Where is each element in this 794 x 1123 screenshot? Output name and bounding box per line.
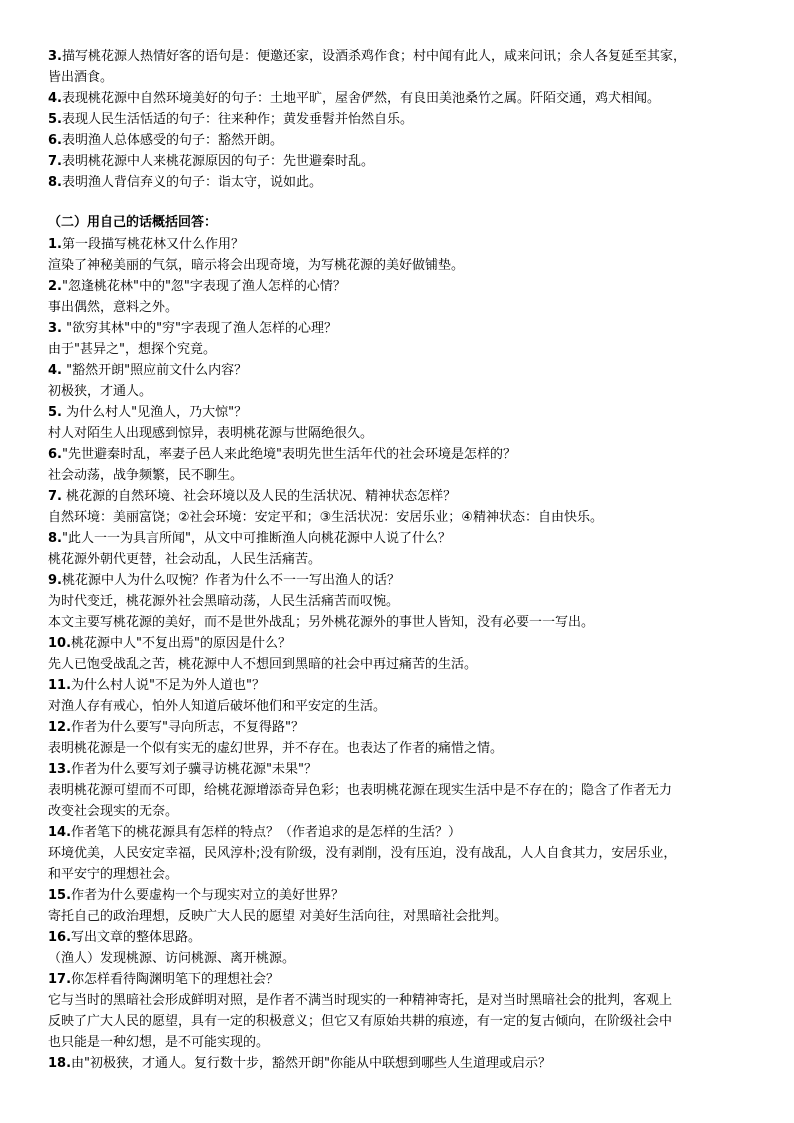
- answer: 也只能是一种幻想，是不可能实现的。: [48, 1035, 270, 1050]
- answer: 表明桃花源是一个似有实无的虚幻世界，并不存在。也表达了作者的痛惜之情。: [48, 741, 504, 756]
- question: 18.由"初极狭，才通人。复行数十步，豁然开朗"你能从中联想到哪些人生道理或启示？: [48, 1056, 551, 1071]
- question: 14.作者笔下的桃花源具有怎样的特点？（作者追求的是怎样的生活？）: [48, 825, 462, 840]
- question: 4. "豁然开朗"照应前文什么内容？: [48, 363, 248, 378]
- list-item: 7.表明桃花源中人来桃花源原因的句子：先世避秦时乱。: [48, 154, 374, 169]
- answer: 渲染了神秘美丽的气氛，暗示将会出现奇境，为写桃花源的美好做铺垫。: [48, 258, 465, 273]
- answer: （渔人）发现桃源、访问桃源、离开桃源。: [48, 951, 296, 966]
- question: 12.作者为什么要写"寻向所志，不复得路"？: [48, 720, 304, 735]
- answer: 本文主要写桃花源的美好，而不是世外战乱；另外桃花源外的事世人皆知，没有必要一一写出。: [48, 615, 595, 630]
- list-item: 皆出酒食。: [48, 70, 114, 85]
- question: 8."此人一一为具言所闻"，从文中可推断渔人向桃花源中人说了什么？: [48, 531, 451, 546]
- list-item: 4.表现桃花源中自然环境美好的句子：土地平旷，屋舍俨然，有良田美池桑竹之属。阡陌交通，鸡犬相闻。: [48, 91, 660, 106]
- question: 17.你怎样看待陶渊明笔下的理想社会？: [48, 972, 280, 987]
- question: 5. 为什么村人"见渔人，乃大惊"？: [48, 405, 248, 420]
- answer: 对渔人存有戒心，怕外人知道后破坏他们和平安定的生活。: [48, 699, 387, 714]
- answer: 环境优美，人民安定幸福，民风淳朴;没有阶级，没有剥削，没有压迫，没有战乱，人人自食其力，安居乐业，: [48, 846, 677, 861]
- question: 13.作者为什么要写刘子骥寻访桃花源"未果"？: [48, 762, 317, 777]
- section-heading: （二）用自己的话概括回答：: [48, 215, 218, 230]
- list-item: 5.表现人民生活恬适的句子：往来种作；黄发垂髫并怡然自乐。: [48, 112, 413, 127]
- question: 1.第一段描写桃花林又什么作用？: [48, 237, 244, 252]
- list-item: 8.表明渔人背信弃义的句子：诣太守，说如此。: [48, 175, 322, 190]
- answer: 社会动荡，战争频繁，民不聊生。: [48, 468, 244, 483]
- answer: 村人对陌生人出现感到惊异，表明桃花源与世隔绝很久。: [48, 426, 374, 441]
- answer: 反映了广大人民的愿望，具有一定的积极意义；但它又有原始共耕的痕迹，有一定的复古倾向，在阶级社会中: [48, 1014, 673, 1029]
- question: 16.写出文章的整体思路。: [48, 930, 202, 945]
- question: 9.桃花源中人为什么叹惋？作者为什么不一一写出渔人的话？: [48, 573, 400, 588]
- answer: 自然环境：美丽富饶；②社会环境：安定平和；③生活状况：安居乐业；④精神状态：自由快乐。: [48, 510, 603, 525]
- answer: 事出偶然，意料之外。: [48, 300, 179, 315]
- question: 2."忽逢桃花林"中的"忽"字表现了渔人怎样的心情？: [48, 279, 346, 294]
- question: 11.为什么村人说"不足为外人道也"？: [48, 678, 265, 693]
- answer: 由于"甚异之"，想探个究竟。: [48, 342, 216, 357]
- answer: 先人已饱受战乱之苦，桃花源中人不想回到黑暗的社会中再过痛苦的生活。: [48, 657, 478, 672]
- answer: 它与当时的黑暗社会形成鲜明对照，是作者不满当时现实的一种精神寄托，是对当时黑暗社会的批判，客观上: [48, 993, 673, 1008]
- answer: 表明桃花源可望而不可即，给桃花源增添奇异色彩；也表明桃花源在现实生活中是不存在的；隐含了作者无力: [48, 783, 673, 798]
- answer: 寄托自己的政治理想，反映广大人民的愿望 对美好生活向往，对黑暗社会批判。: [48, 909, 508, 924]
- list-item: 6.表明渔人总体感受的句子：豁然开朗。: [48, 133, 283, 148]
- answer: 为时代变迁，桃花源外社会黑暗动荡，人民生活痛苦而叹惋。: [48, 594, 400, 609]
- question: 10.桃花源中人"不复出焉"的原因是什么？: [48, 636, 291, 651]
- question: 3. "欲穷其林"中的"穷"字表现了渔人怎样的心理？: [48, 321, 338, 336]
- answer: 改变社会现实的无奈。: [48, 804, 179, 819]
- question: 15.作者为什么要虚构一个与现实对立的美好世界？: [48, 888, 345, 903]
- question: 6."先世避秦时乱，率妻子邑人来此绝境"表明先世生活年代的社会环境是怎样的？: [48, 447, 516, 462]
- list-item: 3.描写桃花源人热情好客的语句是：便邀还家，设酒杀鸡作食；村中闻有此人，咸来问讯；余人各复延至其家，: [48, 49, 686, 64]
- answer: 桃花源外朝代更替，社会动乱，人民生活痛苦。: [48, 552, 322, 567]
- answer: 和平安宁的理想社会。: [48, 867, 179, 882]
- answer: 初极狭，才通人。: [48, 384, 153, 399]
- question: 7. 桃花源的自然环境、社会环境以及人民的生活状况、精神状态怎样？: [48, 489, 457, 504]
